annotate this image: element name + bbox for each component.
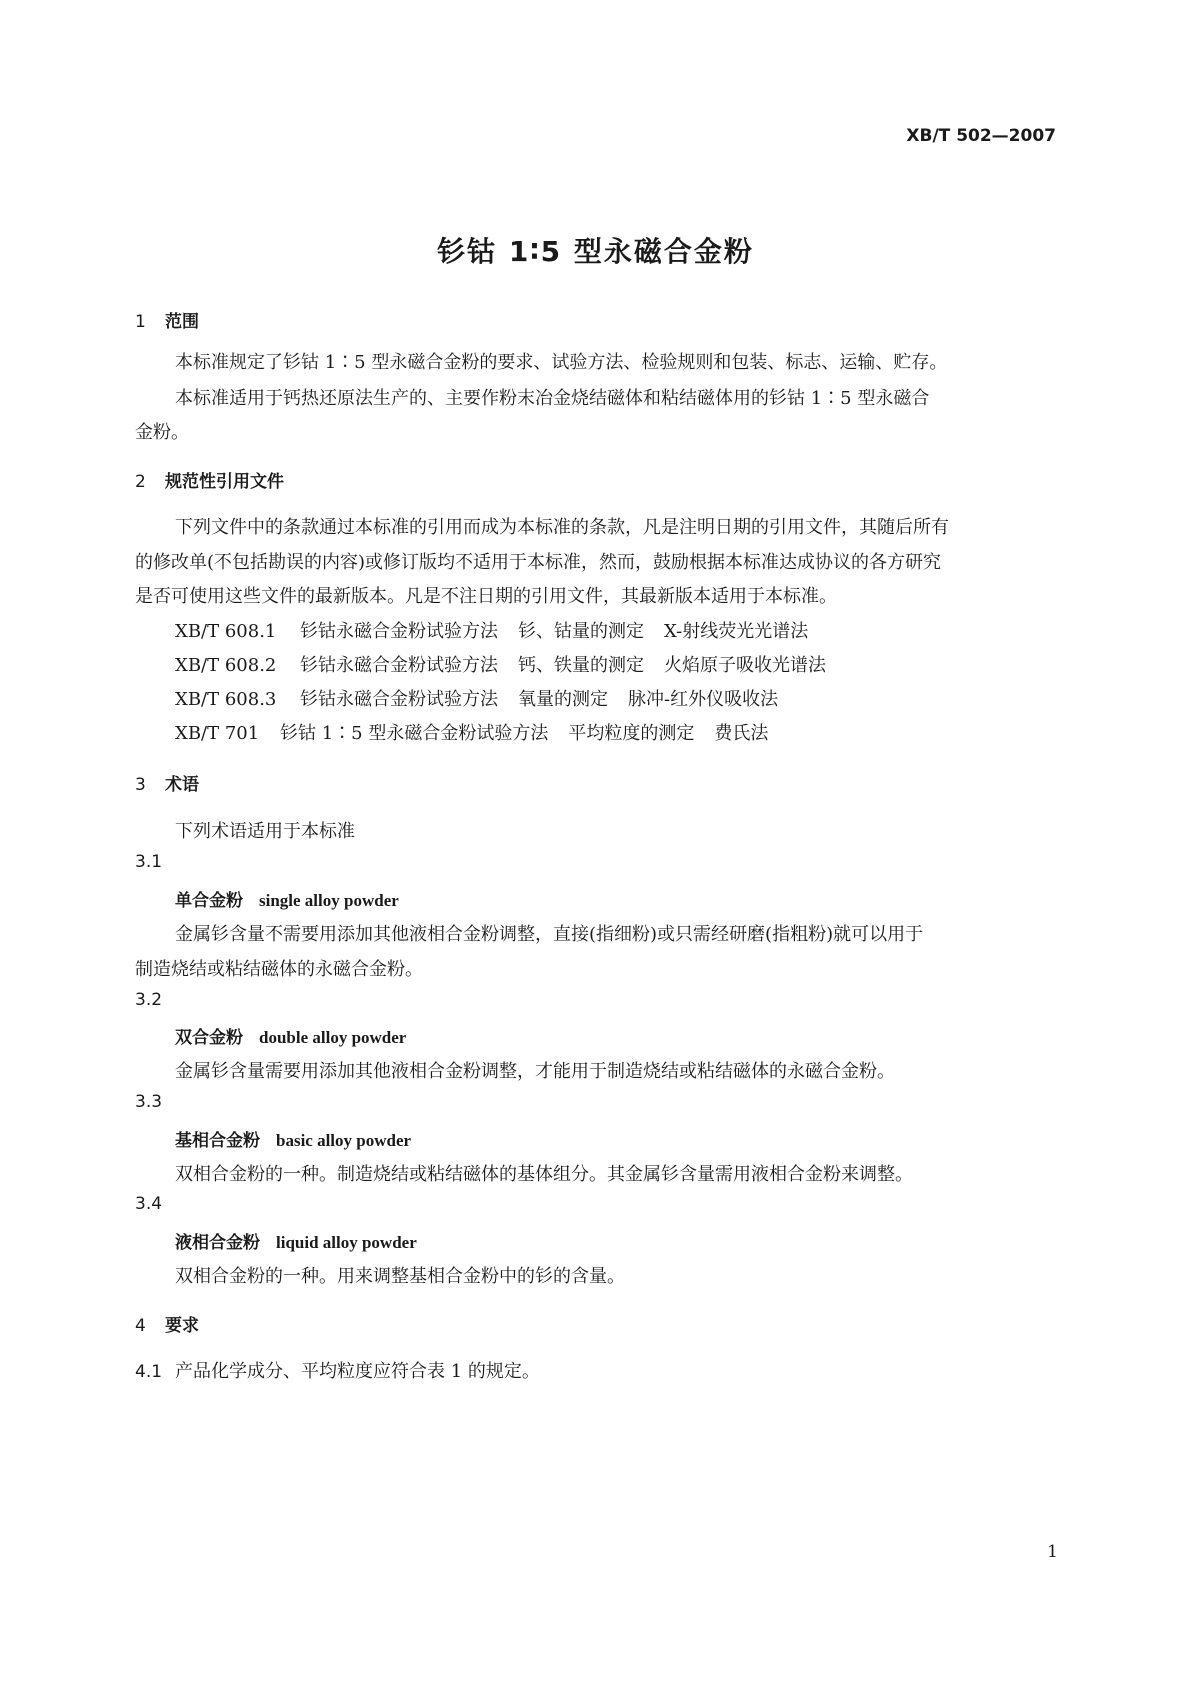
section-1-number: 1 <box>135 312 146 332</box>
reference-method: 脉冲-红外仪吸收法 <box>628 689 779 710</box>
term-number: 3.4 <box>135 1194 163 1214</box>
clause-4-1 <box>135 1357 540 1383</box>
reference-code: XB/T 608.2 <box>175 655 277 676</box>
term-number: 3.2 <box>135 990 163 1010</box>
term-definition-line-1: 金属钐含量不需要用添加其他液相合金粉调整，直接(指细粉)或只需经研磨(指粗粉)就可以用于 <box>175 924 924 945</box>
term-heading <box>175 1126 411 1151</box>
reference-name: 钐钴永磁合金粉试验方法 <box>300 689 498 710</box>
reference-part: 钙、铁量的测定 <box>518 655 644 676</box>
term-name-cn: 液相合金粉 <box>175 1233 260 1253</box>
document-title: 钐钴 1∶5 型永磁合金粉 <box>437 235 754 268</box>
page-number: 1 <box>1047 1542 1058 1562</box>
reference-name: 钐钴永磁合金粉试验方法 <box>300 621 498 642</box>
reference-item <box>175 685 778 711</box>
section-1-paragraph-2-line-1: 本标准适用于钙热还原法生产的、主要作粉末冶金烧结磁体和粘结磁体用的钐钴 1∶5 型永磁合 <box>175 388 930 409</box>
term-name-cn: 双合金粉 <box>175 1028 243 1048</box>
term-number: 3.3 <box>135 1092 163 1112</box>
term-name-en: double alloy powder <box>259 1028 407 1047</box>
section-3-title: 术语 <box>165 775 199 795</box>
section-2-heading <box>135 467 284 492</box>
section-4-number: 4 <box>135 1316 146 1336</box>
term-name-cn: 基相合金粉 <box>175 1131 260 1151</box>
clause-text: 产品化学成分、平均粒度应符合表 1 的规定。 <box>175 1361 540 1382</box>
reference-code: XB/T 608.1 <box>175 621 277 642</box>
reference-item <box>175 617 808 643</box>
term-heading <box>175 1023 406 1048</box>
section-3-number: 3 <box>135 775 146 795</box>
reference-method: X-射线荧光光谱法 <box>664 621 809 642</box>
term-definition-line-1: 金属钐含量需要用添加其他液相合金粉调整，才能用于制造烧结或粘结磁体的永磁合金粉。 <box>175 1061 895 1082</box>
term-heading <box>175 1228 417 1253</box>
term-name-en: liquid alloy powder <box>276 1233 417 1252</box>
reference-method: 费氏法 <box>714 723 769 744</box>
section-1-paragraph-2-line-2: 金粉。 <box>135 422 189 443</box>
term-heading <box>175 886 399 911</box>
reference-method: 火焰原子吸收光谱法 <box>664 655 826 676</box>
reference-item <box>175 651 826 677</box>
section-2-paragraph-line-2: 的修改单(不包括勘误的内容)或修订版均不适用于本标准，然而，鼓励根据本标准达成协议的各方研究 <box>135 552 942 573</box>
section-2-paragraph-line-3: 是否可使用这些文件的最新版本。凡是不注日期的引用文件，其最新版本适用于本标准。 <box>135 586 837 607</box>
term-definition-line-1: 双相合金粉的一种。用来调整基相合金粉中的钐的含量。 <box>175 1266 625 1287</box>
term-definition-line-1: 双相合金粉的一种。制造烧结或粘结磁体的基体组分。其金属钐含量需用液相合金粉来调整。 <box>175 1164 913 1185</box>
standard-code: XB/T 502—2007 <box>906 126 1056 146</box>
section-4-heading <box>135 1311 199 1336</box>
section-4-title: 要求 <box>165 1316 199 1336</box>
term-name-en: single alloy powder <box>259 891 399 910</box>
reference-part: 氧量的测定 <box>518 689 608 710</box>
clause-number: 4.1 <box>135 1362 163 1382</box>
reference-item <box>175 719 768 745</box>
section-2-paragraph-line-1: 下列文件中的条款通过本标准的引用而成为本标准的条款，凡是注明日期的引用文件，其随后所有 <box>175 517 949 538</box>
section-2-title: 规范性引用文件 <box>165 472 284 492</box>
term-definition-line-2: 制造烧结或粘结磁体的永磁合金粉。 <box>135 959 423 980</box>
reference-name: 钐钴永磁合金粉试验方法 <box>300 655 498 676</box>
reference-part: 钐、钴量的测定 <box>518 621 644 642</box>
reference-code: XB/T 608.3 <box>175 689 277 710</box>
reference-part: 平均粒度的测定 <box>568 723 695 744</box>
section-3-intro: 下列术语适用于本标准 <box>175 821 355 842</box>
term-number: 3.1 <box>135 852 163 872</box>
section-3-heading <box>135 770 199 795</box>
reference-name: 钐钴 1∶5 型永磁合金粉试验方法 <box>280 723 549 744</box>
section-1-paragraph-1: 本标准规定了钐钴 1∶5 型永磁合金粉的要求、试验方法、检验规则和包装、标志、运输、贮存。 <box>175 352 948 373</box>
section-1-title: 范围 <box>165 312 199 332</box>
term-name-en: basic alloy powder <box>276 1131 412 1150</box>
section-1-heading <box>135 307 199 332</box>
section-2-number: 2 <box>135 472 146 492</box>
term-name-cn: 单合金粉 <box>175 891 243 911</box>
reference-code: XB/T 701 <box>175 723 260 744</box>
